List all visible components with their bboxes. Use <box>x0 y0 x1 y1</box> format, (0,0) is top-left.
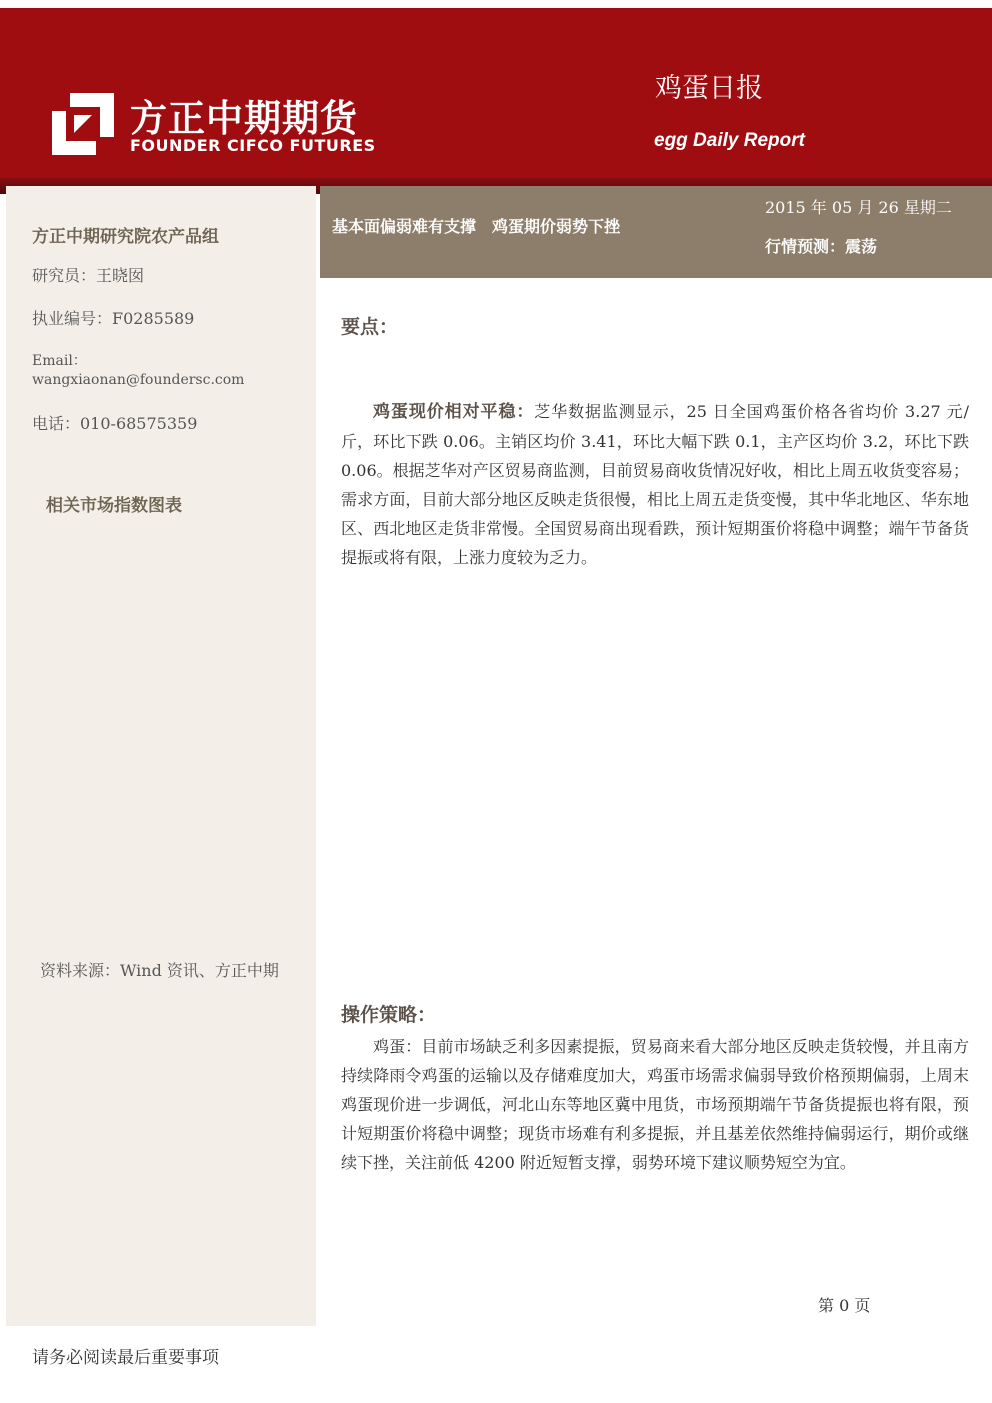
company-logo <box>52 88 392 163</box>
charts-section-title: 相关市场指数图表 <box>46 496 182 516</box>
report-title-english: egg Daily Report <box>654 130 805 151</box>
page-number: 第 0 页 <box>818 1296 871 1315</box>
market-forecast: 行情预测：震荡 <box>765 237 878 256</box>
key-points-lead: 鸡蛋现价相对平稳： <box>373 402 535 422</box>
license-number: 执业编号：F0285589 <box>32 309 195 328</box>
topic-bar <box>320 186 992 278</box>
email-label: Email： <box>32 353 87 369</box>
strategy-title: 操作策略： <box>341 1004 437 1026</box>
founder-logo-icon <box>52 93 114 155</box>
report-title-chinese: 鸡蛋日报 <box>655 73 763 104</box>
research-group: 方正中期研究院农产品组 <box>32 227 219 247</box>
logo-chinese-name: 方正中期期货 <box>130 97 358 140</box>
strategy-paragraph: 鸡蛋：目前市场缺乏利多因素提振，贸易商来看大部分地区反映走货较慢，并且南方持续降雨令鸡蛋的运输以及存储难度加大，鸡蛋市场需求偏弱导致价格预期偏弱，上周末鸡蛋现价进一步调低，河北山东等地区冀中甩货，市场预期端午节备货提振也将有限，预计短期蛋价将稳中调整；现货市场难有利多提振，并且基差依然维持偏弱运行，期价或继续下挫，关注前低 4200 附近短暂支撑，弱势环境下建议顺势短空为宜。 <box>341 1037 969 1172</box>
footer-notice: 请务必阅读最后重要事项 <box>32 1348 219 1368</box>
analyst-name: 研究员：王晓囡 <box>32 266 145 285</box>
key-points-title: 要点： <box>341 316 399 338</box>
headline: 基本面偏弱难有支撑 鸡蛋期价弱势下挫 <box>332 217 621 236</box>
key-points-paragraph <box>341 397 969 572</box>
report-header <box>0 8 992 186</box>
email-address[interactable]: wangxiaonan@foundersc.com <box>32 372 245 388</box>
logo-english-name: FOUNDER CIFCO FUTURES <box>130 136 376 155</box>
data-source: 资料来源：Wind 资讯、方正中期 <box>40 961 279 980</box>
report-date: 2015 年 05 月 26 星期二 <box>765 198 952 217</box>
sidebar <box>6 186 316 1326</box>
phone-number: 电话：010-68575359 <box>32 414 198 433</box>
key-points-body: 芝华数据监测显示，25 日全国鸡蛋价格各省均价 3.27 元/斤，环比下跌 0.06。主销区均价 3.41，环比大幅下跌 0.1，主产区均价 3.2，环比下跌 0.06。根据芝华对产区贸易商监测，目前贸易商收货情况好收，相比上周五收货变容易；需求方面，目前大部分地区反映走货很慢，相比上周五走货变慢，其中华北地区、华东地区、西北地区走货非常慢。全国贸易商出现看跌，预计短期蛋价将稳中调整；端午节备货提振或将有限，上涨力度较为乏力。 <box>341 402 969 567</box>
